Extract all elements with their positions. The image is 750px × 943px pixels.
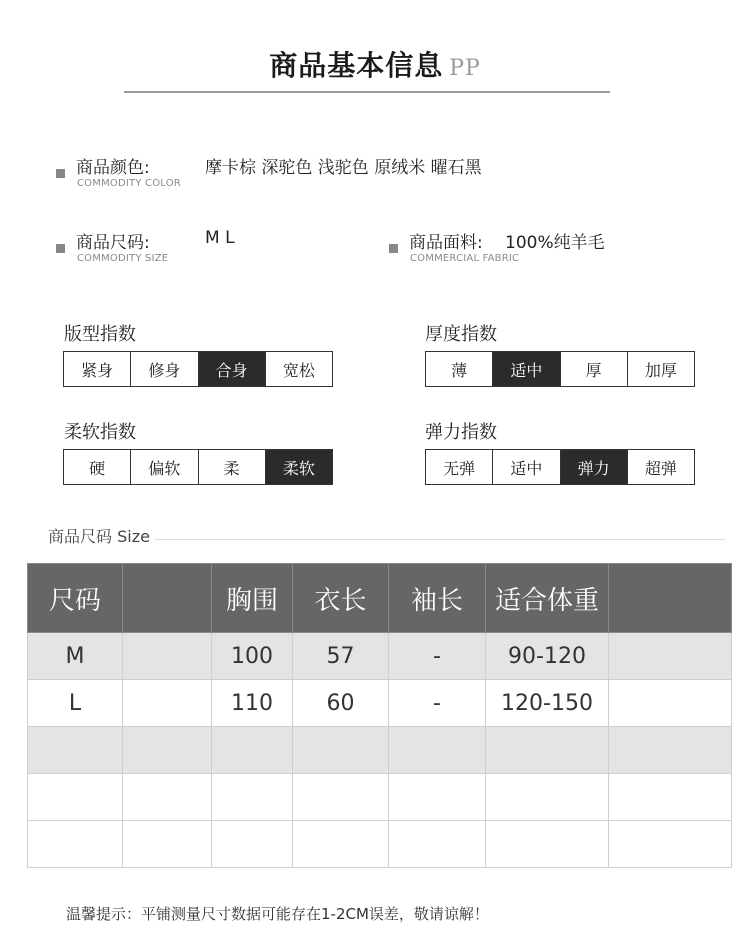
table-row [28, 821, 732, 868]
header-weight: 适合体重 [486, 564, 609, 633]
table-cell [28, 821, 123, 868]
table-cell: - [389, 633, 486, 680]
table-cell: 90-120 [486, 633, 609, 680]
size-label: 商品尺码: [76, 233, 150, 253]
page-title: 商品基本信息 PP [269, 49, 481, 82]
header-sleeve: 袖长 [389, 564, 486, 633]
softness-index-label: 柔软指数 [64, 422, 136, 443]
table-cell [389, 821, 486, 868]
fit-index-label: 版型指数 [64, 324, 136, 345]
table-cell [123, 633, 212, 680]
header-blank [123, 564, 212, 633]
table-cell [212, 774, 293, 821]
table-cell [293, 774, 389, 821]
table-cell [389, 774, 486, 821]
fabric-value: 100%纯羊毛 [505, 233, 605, 253]
size-sublabel: COMMODITY SIZE [77, 253, 169, 264]
color-sublabel: COMMODITY COLOR [77, 178, 181, 189]
fabric-label: 商品面料: [409, 233, 483, 253]
table-cell [123, 680, 212, 727]
fabric-sublabel: COMMERCIAL FABRIC [410, 253, 520, 264]
table-cell: 120-150 [486, 680, 609, 727]
table-cell [486, 727, 609, 774]
header-blank [609, 564, 732, 633]
size-value: M L [205, 228, 235, 248]
color-value: 摩卡棕 深驼色 浅驼色 原绒米 曜石黑 [205, 158, 482, 178]
scale-option: 紧身 [64, 352, 130, 386]
table-cell [486, 774, 609, 821]
table-cell: L [28, 680, 123, 727]
table-cell [609, 821, 732, 868]
bullet-icon [56, 244, 65, 253]
scale-option: 无弹 [426, 450, 492, 484]
table-cell [28, 727, 123, 774]
size-section-caption: 商品尺码 Size [48, 527, 150, 546]
scale-option: 宽松 [265, 352, 332, 386]
title-divider [124, 91, 610, 93]
header-chest: 胸围 [212, 564, 293, 633]
table-cell [293, 821, 389, 868]
bullet-icon [389, 244, 398, 253]
fit-index-scale [63, 351, 333, 387]
scale-option: 超弹 [627, 450, 694, 484]
elasticity-index-scale [425, 449, 695, 485]
table-cell [212, 821, 293, 868]
scale-option: 柔 [198, 450, 265, 484]
scale-option: 厚 [560, 352, 627, 386]
bullet-icon [56, 169, 65, 178]
table-cell [609, 633, 732, 680]
softness-index-scale [63, 449, 333, 485]
size-section-divider [155, 539, 725, 540]
table-cell [123, 727, 212, 774]
table-cell [486, 821, 609, 868]
brand-mark: PP [449, 56, 481, 81]
table-cell [123, 774, 212, 821]
table-cell [609, 727, 732, 774]
table-cell: 100 [212, 633, 293, 680]
color-label: 商品颜色: [76, 158, 150, 178]
table-cell [609, 774, 732, 821]
table-cell [293, 727, 389, 774]
table-cell [609, 680, 732, 727]
table-cell: 110 [212, 680, 293, 727]
table-cell [389, 727, 486, 774]
scale-option: 修身 [130, 352, 197, 386]
scale-option: 柔软 [265, 450, 332, 484]
header-size: 尺码 [28, 564, 123, 633]
thickness-index-label: 厚度指数 [425, 324, 497, 345]
size-table-header [28, 564, 732, 633]
table-row [28, 774, 732, 821]
header-length: 衣长 [293, 564, 389, 633]
table-row [28, 633, 732, 680]
scale-option: 偏软 [130, 450, 197, 484]
table-cell: 57 [293, 633, 389, 680]
elasticity-index-label: 弹力指数 [425, 422, 497, 443]
scale-option: 加厚 [627, 352, 694, 386]
table-row [28, 727, 732, 774]
scale-option: 合身 [198, 352, 265, 386]
table-cell: 60 [293, 680, 389, 727]
scale-option: 薄 [426, 352, 492, 386]
table-cell: - [389, 680, 486, 727]
thickness-index-scale [425, 351, 695, 387]
size-table [27, 563, 732, 868]
scale-option: 适中 [492, 450, 559, 484]
table-row [28, 680, 732, 727]
table-cell [28, 774, 123, 821]
scale-option: 弹力 [560, 450, 627, 484]
table-cell [123, 821, 212, 868]
scale-option: 硬 [64, 450, 130, 484]
table-cell: M [28, 633, 123, 680]
scale-option: 适中 [492, 352, 559, 386]
footnote: 温馨提示：平铺测量尺寸数据可能存在1-2CM误差，敬请谅解！ [66, 905, 489, 923]
table-cell [212, 727, 293, 774]
